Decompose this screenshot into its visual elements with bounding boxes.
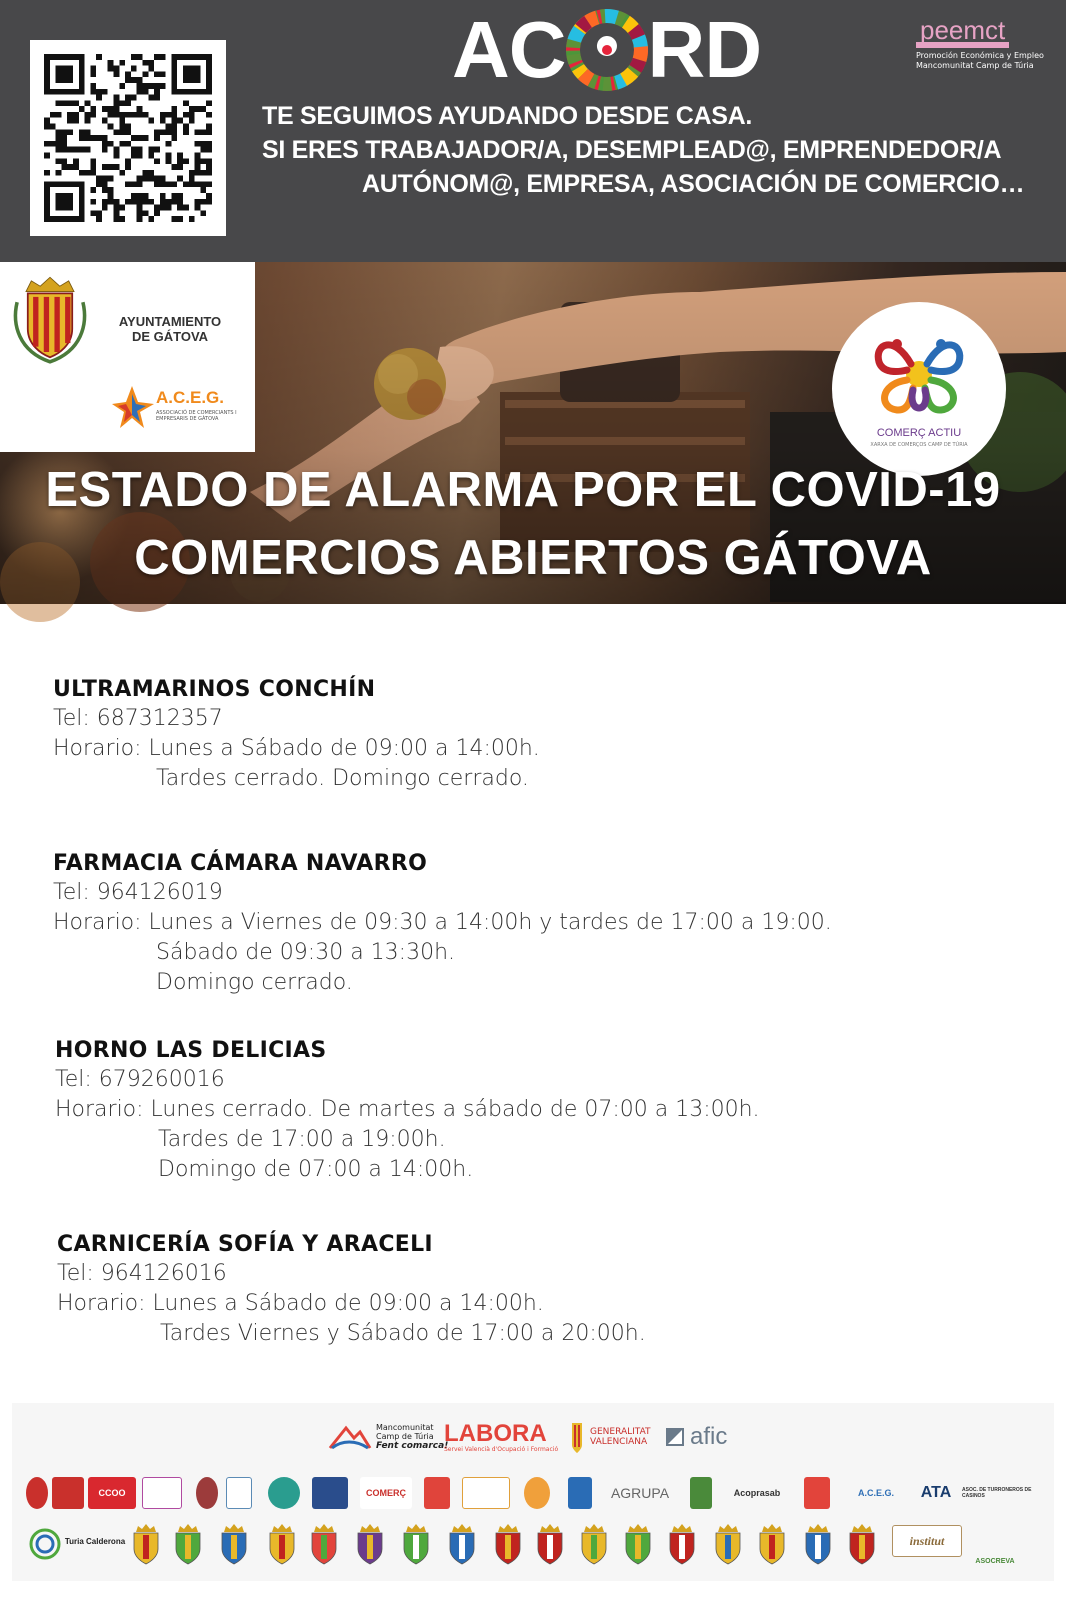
shop-hours: Tardes cerrado. Domingo cerrado. <box>156 766 529 791</box>
qr-code[interactable] <box>30 40 226 236</box>
shop-name: ULTRAMARINOS CONCHÍN <box>53 677 376 702</box>
acord-logo-right: RD <box>647 5 762 94</box>
shop-hours: Sábado de 09:30 a 13:30h. <box>156 940 456 965</box>
municipality-shield-icon <box>666 1523 698 1565</box>
afic-name: afic <box>690 1423 728 1450</box>
generalitat-line-1: GENERALITAT <box>590 1427 651 1437</box>
municipality-shield-icon <box>622 1523 654 1565</box>
hero-photo <box>0 262 1066 604</box>
ata-badge <box>918 1477 954 1509</box>
qr-code-image <box>44 54 212 222</box>
ugt-badge <box>26 1477 48 1509</box>
municipality-shield-icon <box>308 1523 340 1565</box>
shop-hours: Horario: Lunes a Sábado de 09:00 a 14:00h. <box>57 1291 544 1316</box>
comerc-actiu-name: COMERÇ ACTIU <box>876 427 962 439</box>
shop-entry <box>57 1231 646 1349</box>
municipalities-row <box>12 1521 1054 1569</box>
shop-entry <box>53 676 540 794</box>
tagline-line-1: TE SEGUIMOS AYUDANDO DESDE CASA. <box>262 102 753 130</box>
aceg-badge-label: A.C.E.G. <box>857 1488 894 1498</box>
municipality-shield-icon <box>130 1523 162 1565</box>
municipality-shield-icon <box>756 1523 788 1565</box>
gatova-coat-of-arms-icon <box>10 274 90 366</box>
turia-calderona-label: Turia Calderona <box>64 1536 126 1546</box>
municipality-shield-icon <box>354 1523 386 1565</box>
peemct-logo <box>916 15 1046 71</box>
ayuntamiento-label <box>110 314 230 344</box>
aceg-badge <box>848 1477 904 1509</box>
shop-phone[interactable]: Tel: 679260016 <box>55 1067 225 1092</box>
generalitat-crest-icon <box>570 1419 584 1455</box>
mancomunitat-mountain-icon <box>328 1422 372 1452</box>
sponsors-badges-row <box>12 1473 1054 1513</box>
hero-title-line-2: COMERCIOS ABIERTOS GÁTOVA <box>134 531 932 585</box>
shop-hours: Domingo de 07:00 a 14:00h. <box>158 1157 474 1182</box>
ccoo-badge <box>88 1477 136 1509</box>
shop-name: HORNO LAS DELICIAS <box>55 1038 327 1063</box>
association-badge <box>462 1477 510 1509</box>
municipality-emblem-icon <box>26 1523 64 1565</box>
ata-label: ATA <box>920 1484 952 1501</box>
mancomunitat-logo <box>328 1417 448 1457</box>
shop-hours: Horario: Lunes cerrado. De martes a sábado de 07:00 a 13:00h. <box>55 1097 760 1122</box>
ccoo-label: CCOO <box>98 1488 126 1498</box>
peemct-name: peemct <box>916 18 1009 48</box>
afic-icon <box>664 1426 686 1448</box>
tagline-line-3: AUTÓNOM@, EMPRESA, ASOCIACIÓN DE COMERCIO… <box>362 170 1025 198</box>
labora-logo <box>444 1417 558 1457</box>
shop-entry <box>55 1037 760 1185</box>
municipality-shield-icon <box>578 1523 610 1565</box>
mancomunitat-slogan: Fent comarca! <box>376 1441 449 1451</box>
association-badge <box>142 1477 182 1509</box>
municipality-shield-icon <box>712 1523 744 1565</box>
sdg-wheel-icon <box>568 11 646 89</box>
shop-phone[interactable]: Tel: 964126016 <box>57 1261 227 1286</box>
shop-hours: Domingo cerrado. <box>156 970 353 995</box>
shop-phone[interactable]: Tel: 964126019 <box>53 880 223 905</box>
institut-label: institut <box>909 1533 945 1548</box>
labora-name: LABORA <box>444 1419 547 1447</box>
municipality-shield-icon <box>802 1523 834 1565</box>
acord-logo <box>452 5 762 94</box>
asocreva-badge <box>972 1525 1018 1565</box>
shop-hours: Tardes de 17:00 a 19:00h. <box>158 1127 446 1152</box>
shop-name: CARNICERÍA SOFÍA Y ARACELI <box>57 1232 433 1257</box>
agrupa-badge <box>608 1477 672 1509</box>
peemct-sub-1: Promoción Económica y Empleo <box>916 51 1044 60</box>
association-badge <box>268 1477 300 1509</box>
aceg-name: A.C.E.G. <box>156 388 225 407</box>
municipality-shield-icon <box>534 1523 566 1565</box>
asocreva-label: ASOCREVA <box>975 1558 1015 1565</box>
municipality-shield-icon <box>266 1523 298 1565</box>
shop-hours: Horario: Lunes a Sábado de 09:00 a 14:00h. <box>53 736 540 761</box>
gatova-logos-card <box>0 262 255 452</box>
municipality-shield-icon <box>446 1523 478 1565</box>
association-badge <box>312 1477 348 1509</box>
top-banner <box>0 0 1066 262</box>
turroneros-badge <box>962 1477 1036 1509</box>
acord-logo-left: AC <box>452 5 566 94</box>
shop-hours: Horario: Lunes a Viernes de 09:30 a 14:00h y tardes de 17:00 a 19:00. <box>53 910 832 935</box>
main-sponsors-row <box>12 1417 1054 1457</box>
union-badge <box>52 1477 84 1509</box>
sponsors-footer <box>12 1403 1054 1581</box>
association-badge <box>524 1477 550 1509</box>
association-badge <box>196 1477 218 1509</box>
shop-entry <box>53 850 832 998</box>
ayuntamiento-line-2: DE GÁTOVA <box>131 329 209 344</box>
comerc-actiu-subtitle: XARXA DE COMERÇOS CAMP DE TÚRIA <box>870 442 968 448</box>
municipality-shield-icon <box>846 1523 878 1565</box>
municipality-shield-icon <box>172 1523 204 1565</box>
association-badge <box>804 1477 830 1509</box>
afic-logo <box>664 1417 727 1457</box>
peemct-sub-2: Mancomunitat Camp de Túria <box>916 61 1034 70</box>
acoprasab-label: Acoprasab <box>733 1488 781 1498</box>
generalitat-line-2: VALENCIANA <box>590 1437 648 1447</box>
comerc-label: COMERÇ <box>366 1488 406 1498</box>
hero-title-line-1: ESTADO DE ALARMA POR EL COVID-19 <box>45 463 1001 517</box>
aceg-subtitle: ASSOCIACIÓ DE COMERCIANTS I EMPRESARIS DE GÀTOVA <box>156 410 237 422</box>
ayuntamiento-line-1: AYUNTAMIENTO <box>118 314 222 329</box>
comerc-badge <box>360 1477 412 1509</box>
municipality-shield-icon <box>400 1523 432 1565</box>
turia-calderona-badge <box>64 1525 126 1557</box>
comerc-actiu-flower-icon <box>832 302 1006 476</box>
labora-subtitle: Servei Valencià d'Ocupació i Formació <box>444 1445 559 1453</box>
association-badge <box>424 1477 450 1509</box>
shop-phone[interactable]: Tel: 687312357 <box>53 706 223 731</box>
generalitat-logo <box>570 1417 651 1457</box>
acoprasab-badge <box>726 1477 788 1509</box>
association-badge <box>690 1477 712 1509</box>
association-badge <box>226 1477 252 1509</box>
mancomunitat-line-2: Camp de Túria <box>376 1432 434 1441</box>
municipality-shield-icon <box>218 1523 250 1565</box>
shop-hours: Tardes Viernes y Sábado de 17:00 a 20:00h. <box>160 1321 646 1346</box>
municipality-shield-icon <box>492 1523 524 1565</box>
shop-name: FARMACIA CÁMARA NAVARRO <box>53 851 428 876</box>
turroneros-label: ASOC. DE TURRONEROS DE CASINOS <box>962 1487 1032 1499</box>
comerc-actiu-logo <box>832 302 1006 476</box>
mancomunitat-line-1: Mancomunitat <box>376 1423 434 1432</box>
association-badge <box>568 1477 592 1509</box>
tagline-line-2: SI ERES TRABAJADOR/A, DESEMPLEAD@, EMPRENDEDOR/A <box>262 136 1002 164</box>
agrupa-label: AGRUPA <box>610 1485 670 1501</box>
institut-badge <box>892 1525 962 1557</box>
